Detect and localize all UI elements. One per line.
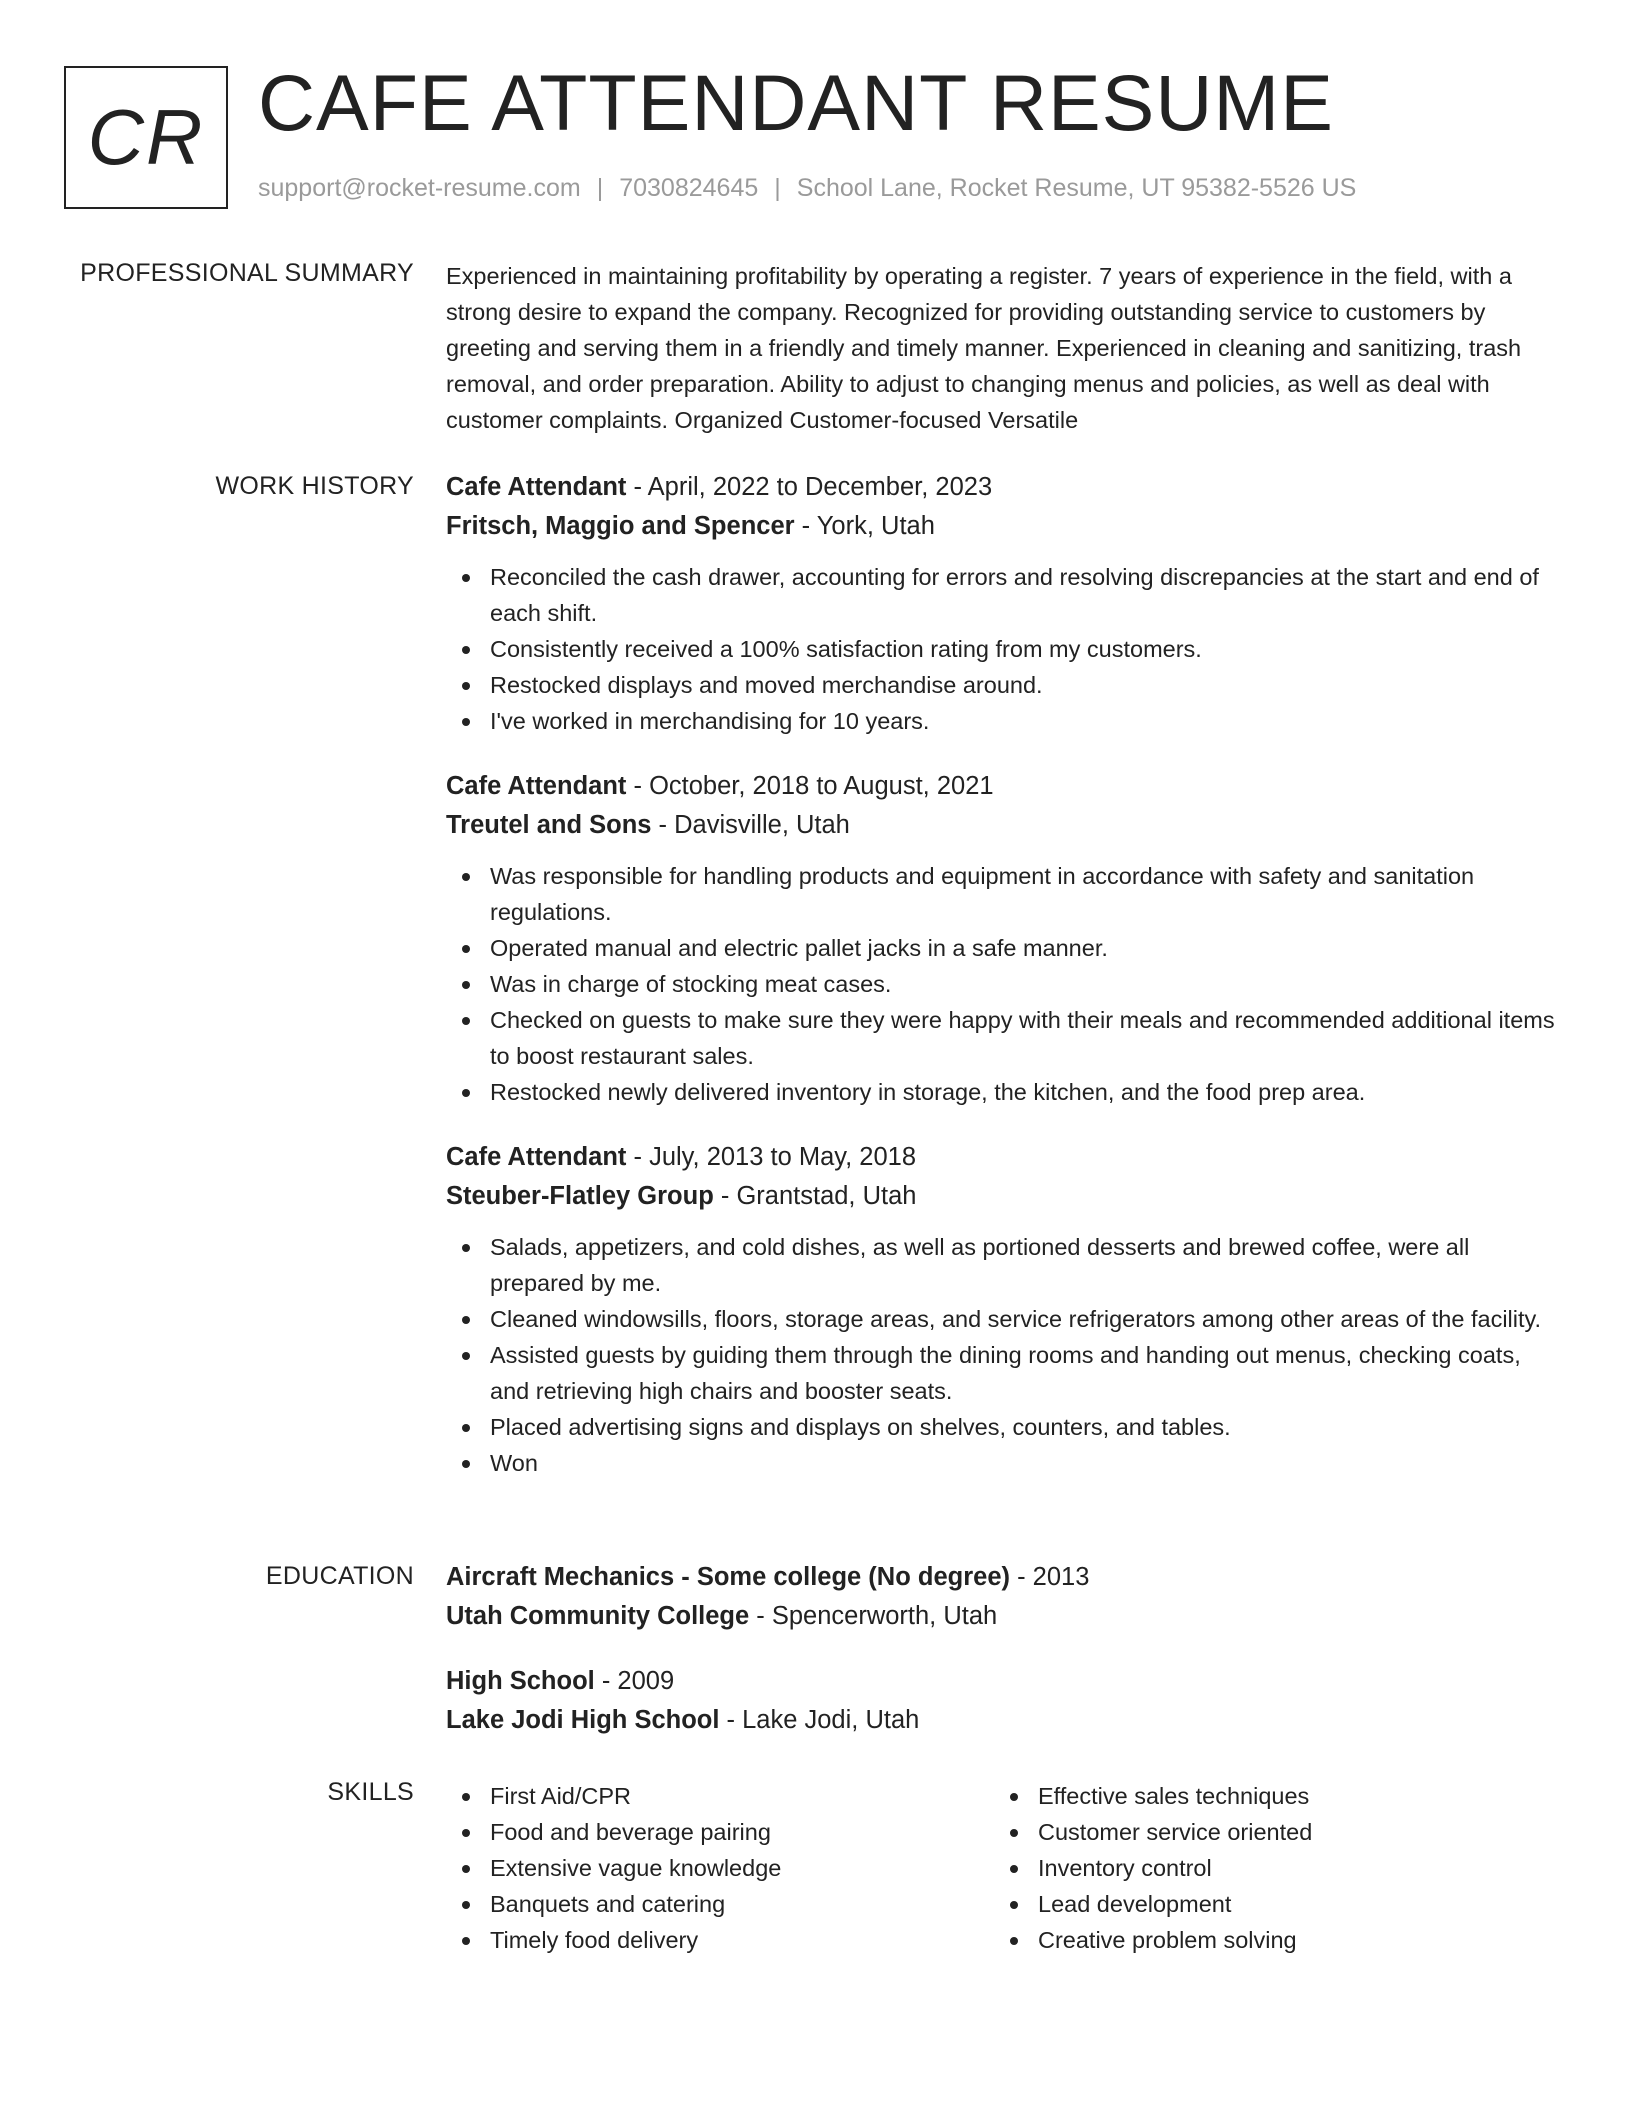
contact-email[interactable]: support@rocket-resume.com [258,174,581,202]
skill-item: Food and beverage pairing [446,1814,994,1850]
skill-item: Creative problem solving [994,1922,1542,1958]
job-company-line [446,507,1561,546]
list-item: Restocked newly delivered inventory in storage, the kitchen, and the food prep area. [446,1074,1561,1110]
job-dates: - July, 2013 to May, 2018 [626,1143,917,1171]
job-bullets [446,559,1561,739]
list-item: Won [446,1445,1561,1481]
school-location: - Lake Jodi, Utah [719,1706,920,1734]
skill-item: Lead development [994,1886,1542,1922]
summary-body [446,258,1561,438]
list-item: Assisted guests by guiding them through the dining rooms and handing out menus, checking coats, and retrieving high chairs and booster seats. [446,1337,1561,1409]
contact-separator: | [774,174,781,202]
skill-item: Extensive vague knowledge [446,1850,994,1886]
skill-item: Inventory control [994,1850,1542,1886]
job-company: Fritsch, Maggio and Spencer [446,512,795,540]
job-title-line [446,468,1561,507]
skill-item: Timely food delivery [446,1922,994,1958]
school-line [446,1701,1561,1740]
job-company-line [446,1177,1561,1216]
contact-separator: | [596,174,604,202]
degree-year: - 2013 [1010,1563,1090,1591]
job-title: Cafe Attendant [446,473,627,501]
job-title: Cafe Attendant [446,772,627,800]
job-title: Cafe Attendant [446,1143,627,1171]
job-company: Steuber-Flatley Group [446,1182,714,1210]
summary-heading: PROFESSIONAL SUMMARY [80,259,414,287]
education-entry [446,1662,1561,1740]
education-heading: EDUCATION [265,1562,414,1590]
job-location: - York, Utah [794,512,935,540]
job-bullets [446,1229,1561,1481]
contact-line [258,174,1356,203]
school: Utah Community College [446,1602,750,1630]
job-title-line [446,767,1561,806]
school-line [446,1597,1561,1636]
list-item: Was in charge of stocking meat cases. [446,966,1561,1002]
list-item: Operated manual and electric pallet jacks in a safe manner. [446,930,1561,966]
job-entry [446,1138,1561,1481]
job-entry [446,767,1561,1110]
work-history-body [446,468,1561,1509]
skills-body [446,1778,1561,1958]
monogram-logo: CR [64,66,228,209]
degree: Aircraft Mechanics - Some college (No degree) [446,1563,1010,1591]
skills-heading: SKILLS [327,1778,414,1806]
job-dates: - April, 2022 to December, 2023 [626,473,993,501]
skills-list-right [994,1778,1542,1958]
list-item: Reconciled the cash drawer, accounting for errors and resolving discrepancies at the start and end of each shift. [446,559,1561,631]
skills-list-left [446,1778,994,1958]
skills-columns [446,1778,1561,1958]
list-item: Cleaned windowsills, floors, storage areas, and service refrigerators among other areas of the facility. [446,1301,1561,1337]
job-entry [446,468,1561,739]
job-title-line [446,1138,1561,1177]
resume-title: CAFE ATTENDANT RESUME [258,58,1334,147]
degree-line [446,1558,1561,1597]
summary-text: Experienced in maintaining profitability by operating a register. 7 years of experience in the field, with a strong desire to expand the company. Recognized for providing outstanding service to customers by greeting and serving them in a friendly and timely manner. Experienced in cleaning and sanitizing, trash removal, and order preparation. Ability to adjust to changing menus and policies, as well as deal with customer complaints. Organized Customer-focused Versatile [446,263,1522,433]
skill-item: Customer service oriented [994,1814,1542,1850]
job-company: Treutel and Sons [446,811,652,839]
list-item: Placed advertising signs and displays on shelves, counters, and tables. [446,1409,1561,1445]
list-item: Restocked displays and moved merchandise around. [446,667,1561,703]
degree-year: - 2009 [594,1667,675,1695]
education-body [446,1558,1561,1766]
degree: High School [446,1667,595,1695]
skill-item: Effective sales techniques [994,1778,1542,1814]
list-item: Salads, appetizers, and cold dishes, as well as portioned desserts and brewed coffee, were all prepared by me. [446,1229,1561,1301]
job-company-line [446,806,1561,845]
list-item: Checked on guests to make sure they were happy with their meals and recommended additional items to boost restaurant sales. [446,1002,1561,1074]
education-entry [446,1558,1561,1636]
list-item: I've worked in merchandising for 10 years. [446,703,1561,739]
job-location: - Davisville, Utah [651,811,850,839]
contact-address: School Lane, Rocket Resume, UT 95382-5526 US [796,174,1357,202]
skill-item: Banquets and catering [446,1886,994,1922]
degree-line [446,1662,1561,1701]
school-location: - Spencerworth, Utah [749,1602,998,1630]
job-bullets [446,858,1561,1110]
list-item: Consistently received a 100% satisfaction rating from my customers. [446,631,1561,667]
list-item: Was responsible for handling products and equipment in accordance with safety and sanitation regulations. [446,858,1561,930]
work-history-heading: WORK HISTORY [215,472,414,500]
job-location: - Grantstad, Utah [713,1182,917,1210]
school: Lake Jodi High School [446,1706,720,1734]
skill-item: First Aid/CPR [446,1778,994,1814]
job-dates: - October, 2018 to August, 2021 [626,772,994,800]
contact-phone[interactable]: 7030824645 [619,174,759,202]
